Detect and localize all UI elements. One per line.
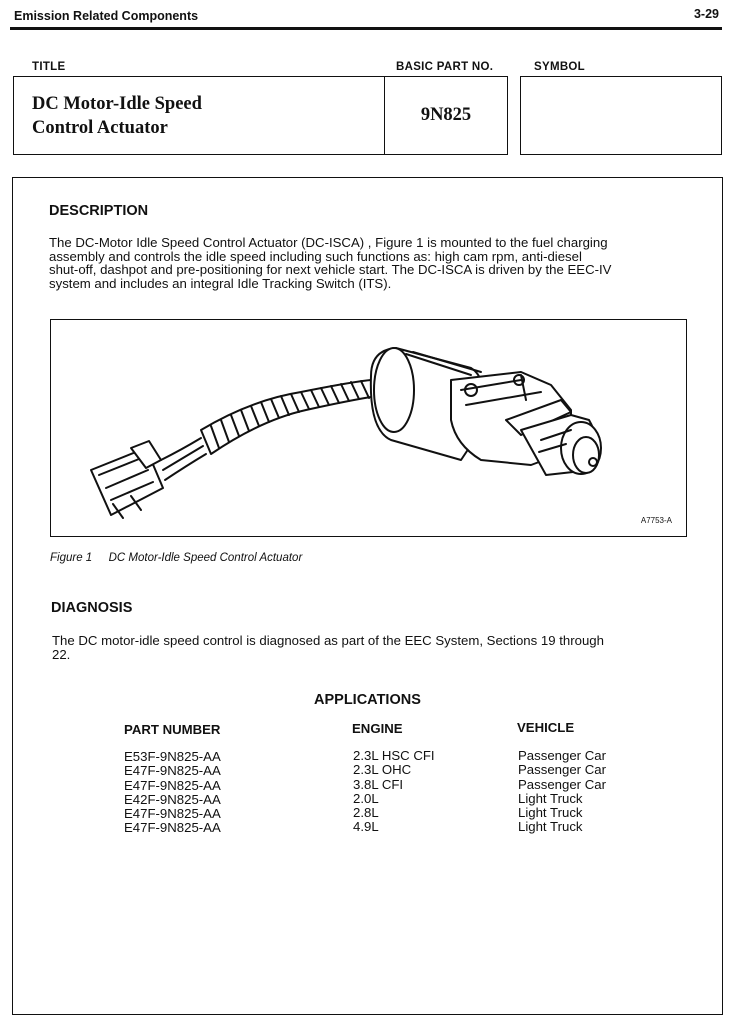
table-cell: E47F-9N825-AA [124, 763, 221, 779]
table-cell: 2.0L [353, 790, 379, 806]
table-cell: Light Truck [518, 790, 583, 806]
part-no-column-heading: BASIC PART NO. [396, 61, 494, 73]
actuator-illustration [51, 320, 685, 535]
diagnosis-line: 22. [52, 646, 71, 662]
table-cell: 2.8L [353, 805, 379, 821]
title-line-2: Control Actuator [32, 118, 168, 138]
table-cell: Light Truck [518, 805, 583, 821]
table-cell: Passenger Car [518, 748, 606, 763]
table-cell: 4.9L [353, 819, 379, 835]
part-no-box [384, 76, 508, 155]
description-line: The DC-Motor Idle Speed Control Actuator (DC-ISCA) , Figure 1 is mounted to the fuel charging [49, 235, 608, 250]
vehicle-list [518, 749, 606, 835]
table-cell: E47F-9N825-AA [124, 806, 221, 822]
table-cell: E47F-9N825-AA [124, 777, 221, 793]
page-number: 3-29 [693, 7, 719, 21]
applications-heading: APPLICATIONS [314, 692, 421, 708]
diagnosis-line: The DC motor-idle speed control is diagnosed as part of the EEC System, Sections 19 through [52, 633, 604, 648]
content-frame [12, 177, 723, 1015]
col-engine: ENGINE [352, 721, 403, 736]
description-line: shut-off, dashpot and pre-positioning for next vehicle start. The DC-ISCA is driven by the EEC-IV [49, 262, 612, 278]
diagnosis-heading: DIAGNOSIS [51, 600, 133, 616]
description-text [49, 236, 689, 290]
engine-list [353, 749, 435, 835]
figure-caption-text: DC Motor-Idle Speed Control Actuator [108, 552, 303, 564]
wire-sleeve [201, 380, 377, 454]
description-heading: DESCRIPTION [49, 203, 149, 219]
symbol-box [520, 76, 722, 155]
title-box [13, 76, 385, 155]
figure-frame [50, 319, 687, 537]
figure-code: A7753-A [640, 516, 672, 525]
title-column-heading: TITLE [32, 61, 66, 73]
table-cell: 2.3L HSC CFI [353, 748, 435, 763]
table-cell: E47F-9N825-AA [124, 820, 221, 836]
part-number-list [124, 750, 221, 836]
col-vehicle: VEHICLE [517, 720, 575, 735]
table-cell: Passenger Car [518, 762, 606, 778]
table-cell: E42F-9N825-AA [124, 791, 221, 807]
diagnosis-text [52, 634, 692, 661]
table-cell: Passenger Car [518, 776, 606, 792]
figure-caption-label: Figure 1 [50, 552, 93, 564]
basic-part-number: 9N825 [420, 105, 472, 125]
title-line-1: DC Motor-Idle Speed [32, 94, 202, 114]
table-cell: 3.8L CFI [353, 776, 404, 792]
section-title: Emission Related Components [14, 9, 199, 23]
description-line: assembly and controls the idle speed including such functions as: high cam rpm, anti-diesel [49, 248, 582, 264]
table-cell: Light Truck [518, 819, 583, 835]
header-rule [10, 27, 722, 30]
table-cell: E53F-9N825-AA [124, 749, 221, 764]
figure-caption [50, 552, 302, 564]
table-cell: 2.3L OHC [353, 762, 412, 778]
col-part-number: PART NUMBER [124, 722, 221, 737]
symbol-column-heading: SYMBOL [534, 61, 585, 73]
description-line: system and includes an integral Idle Tracking Switch (ITS). [49, 275, 392, 291]
